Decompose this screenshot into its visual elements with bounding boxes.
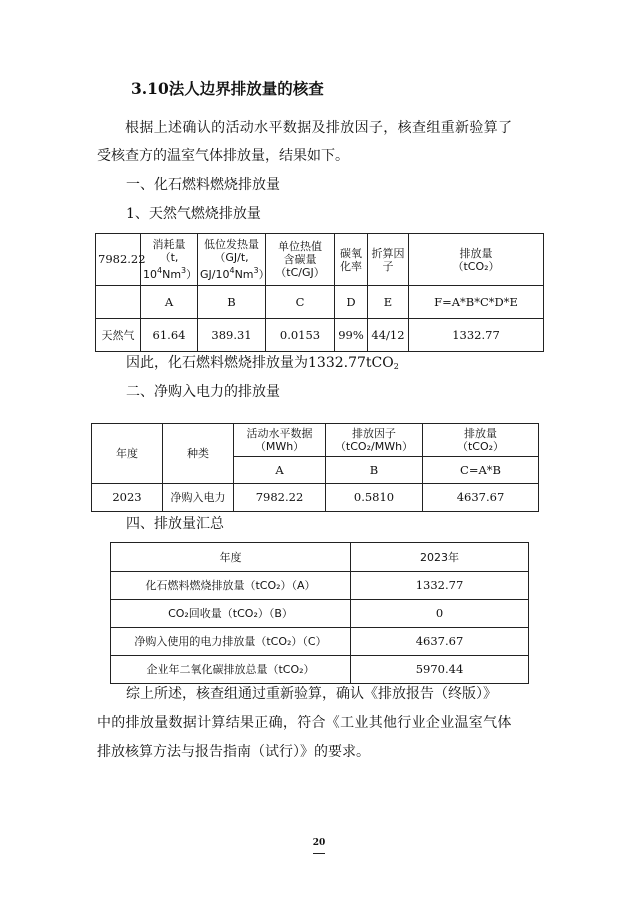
table1-header-consumption: 消耗量 （t, $10^4Nm^3$） [141,234,198,286]
table1-cell: 99% [335,319,368,352]
page-number-underline [313,853,325,854]
heading-summary: 四、排放量汇总 [126,516,224,532]
table2-cell: 2023 [92,484,163,512]
table1-row-label: 天然气 [96,319,141,352]
table3-row-value: 0 [351,600,529,628]
table1-letter-cell: D [335,286,368,319]
table3-row-value: 5970.44 [351,656,529,684]
table1-header-ncv: 低位发热量 （GJ/t, $GJ/10^4Nm^3$） [198,234,266,286]
table1-letter-cell: C [266,286,335,319]
summary-line-3: 排放核算方法与报告指南（试行）》的要求。 [97,744,370,760]
table1-header-conversion: 折算因 子 [368,234,409,286]
table2-type-header: 种类 [163,424,234,484]
table3-row-value: 1332.77 [351,572,529,600]
table2-letter-cell: A [234,457,326,484]
table2-cell: 7982.22 [234,484,326,512]
table1-letter-blank [96,286,141,319]
summary-line-1: 综上所述，核查组通过重新验算，确认《排放报告（终版）》 [126,686,497,702]
intro-line-2: 受核查方的温室气体排放量，结果如下。 [97,148,349,164]
table3-row-label: 企业年二氧化碳排放总量（tCO₂） [111,656,351,684]
table3-header-year: 年度 [111,543,351,572]
table2-letter-cell: B [326,457,423,484]
table2-factor-header: 排放因子 （tCO₂/MWh） [326,424,423,457]
table1-cell: 389.31 [198,319,266,352]
table3-row-value: 4637.67 [351,628,529,656]
table1-cell: 1332.77 [409,319,544,352]
table3-row-label: 化石燃料燃烧排放量（tCO₂）（A） [111,572,351,600]
fossil-conclusion: 因此，化石燃料燃烧排放量为1332.77tCO$_2$ [126,355,399,371]
table1-letter-cell: F=A*B*C*D*E [409,286,544,319]
heading-fossil-fuel: 一、化石燃料燃烧排放量 [126,177,280,193]
table3-row-label: 净购入使用的电力排放量（tCO₂）（C） [111,628,351,656]
table2-activity-header: 活动水平数据 （MWh） [234,424,326,457]
table3-header-2023: 2023年 [351,543,529,572]
table3-row-label: CO₂回收量（tCO₂）（B） [111,600,351,628]
table1-letter-cell: B [198,286,266,319]
table1-corner: 7982.22 [96,234,141,286]
table2-cell: 0.5810 [326,484,423,512]
table1-letter-cell: E [368,286,409,319]
table2-letter-cell: C=A*B [423,457,539,484]
table1-header-emission: 排放量 （tCO₂） [409,234,544,286]
table1-header-oxidation: 碳氧 化率 [335,234,368,286]
table2-cell: 4637.67 [423,484,539,512]
table1-cell: 61.64 [141,319,198,352]
table1-header-carbon-content: 单位热值 含碳量 （tC/GJ） [266,234,335,286]
electricity-table [91,423,539,512]
table2-emission-header: 排放量 （tCO₂） [423,424,539,457]
table1-cell: 44/12 [368,319,409,352]
summary-line-2: 中的排放量数据计算结果正确，符合《工业其他行业企业温室气体 [97,715,512,731]
table2-year-header: 年度 [92,424,163,484]
natural-gas-table [95,233,544,352]
intro-line-1: 根据上述确认的活动水平数据及排放因子，核查组重新验算了 [125,120,513,136]
heading-natural-gas: 1、天然气燃烧排放量 [126,206,261,222]
table1-letter-cell: A [141,286,198,319]
table2-cell: 净购入电力 [163,484,234,512]
summary-table [110,542,529,684]
section-title: 3.10法人边界排放量的核查 [131,79,324,98]
heading-electricity: 二、净购入电力的排放量 [126,384,280,400]
table1-cell: 0.0153 [266,319,335,352]
page-number: 20 [312,838,326,848]
